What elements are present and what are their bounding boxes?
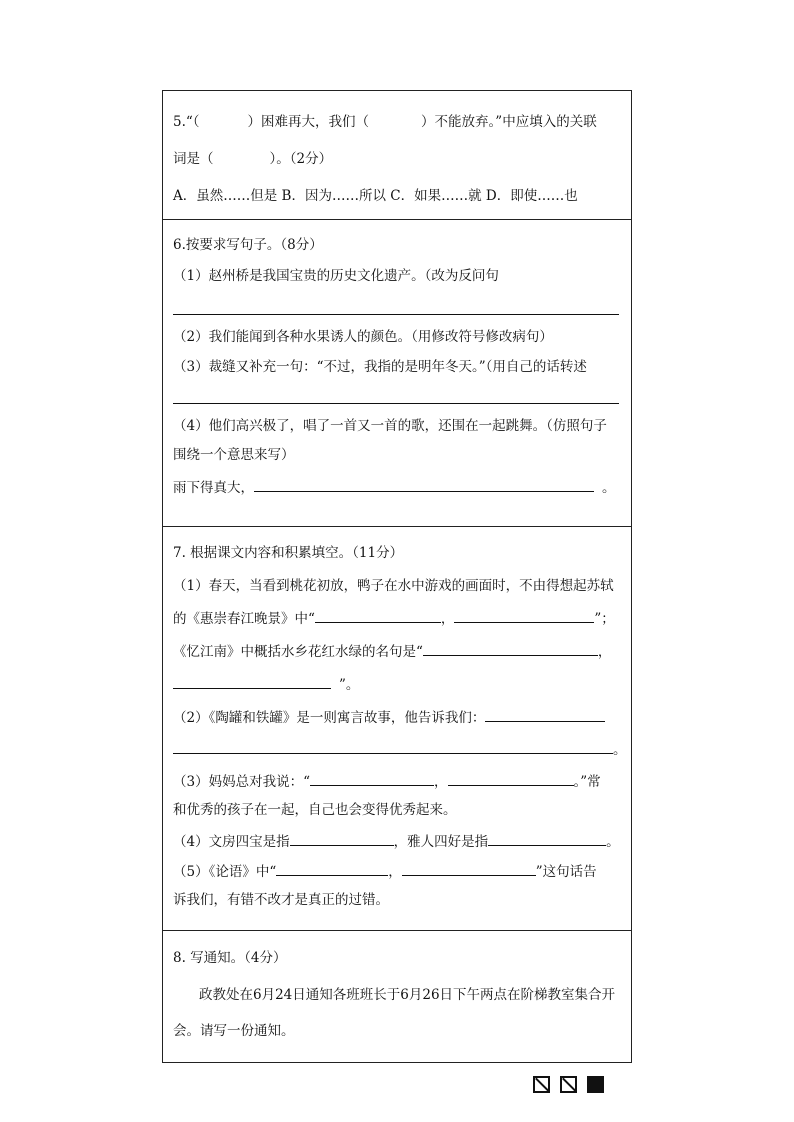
q7-item-1-line3 (173, 641, 611, 662)
q5-line2 (173, 149, 332, 169)
q7-item-4-suffix: 。 (606, 834, 620, 850)
q7-blank-5[interactable] (485, 707, 605, 722)
q7-item-5-mid: ， (388, 864, 402, 880)
solid-square-icon (587, 1076, 604, 1093)
q5-text-c: ）不能放弃。”中应填入的关联 (421, 114, 597, 130)
q7-item-2-text: （2）《陶罐和铁罐》是一则寓言故事，他告诉我们： (173, 710, 486, 726)
q7-item-1-prefix: 的《惠崇春江晚景》中“ (173, 611, 315, 627)
q7-blank-2[interactable] (454, 608, 594, 623)
q7-blank-8[interactable] (448, 771, 574, 786)
q7-item-3-line1 (173, 771, 601, 792)
q7-item-5-suffix: ”这句话告 (535, 864, 597, 880)
q7-blank-11[interactable] (276, 861, 388, 876)
q7-blank-3[interactable] (423, 641, 598, 656)
q8-title: 8. 写通知。（4分） (173, 950, 287, 966)
q7-item-3-mid: ， (434, 774, 448, 790)
question-5 (163, 91, 631, 220)
q7-item-3-prefix: （3）妈妈总对我说：“ (173, 774, 310, 790)
q7-item-4 (173, 831, 620, 852)
q6-item-4-prefix: 雨下得真大， (173, 480, 254, 496)
q7-blank-1[interactable] (315, 608, 441, 623)
q7-blank-6[interactable] (173, 739, 613, 754)
question-8 (163, 931, 631, 1062)
q7-item-5-prefix: （5）《论语》中“ (173, 864, 277, 880)
footer-marks (533, 1076, 604, 1093)
q5-text-e: ）。（2分） (269, 151, 333, 167)
q6-title: 6.按要求写句子。（8分） (173, 237, 323, 253)
q5-line1 (173, 112, 597, 132)
q6-item-4-suffix: 。 (602, 480, 616, 496)
q7-item-1-mid: ， (440, 611, 455, 627)
q6-item-3: （3）裁缝又补充一句：“不过，我指的是明年冬天。”（用自己的话转述 (173, 359, 587, 375)
q7-item-4-prefix: （4）文房四宝是指 (173, 834, 290, 850)
q7-item-1-line4-suffix: ”。 (339, 677, 360, 693)
q7-item-2-line2 (173, 739, 627, 760)
q8-body-line1: 政教处在6月24日通知各班班长于6月26日下午两点在阶梯教室集合开 (199, 987, 616, 1003)
slashed-square-icon (533, 1076, 550, 1093)
q7-item-2-suffix: 。 (613, 742, 627, 758)
q7-blank-4[interactable] (173, 674, 331, 689)
q7-item-1-line1: （1）春天，当看到桃花初放，鸭子在水中游戏的画面时，不由得想起苏轼 (173, 578, 614, 594)
q6-answer-line-3[interactable] (173, 403, 619, 404)
q6-item-4-line1: （4）他们高兴极了，唱了一首又一首的歌，还围在一起跳舞。（仿照句子 (173, 418, 607, 434)
q6-item-4-line2: 围绕一个意思来写） (173, 447, 295, 463)
exam-sheet (162, 90, 632, 1063)
q7-item-1-suffix: ”； (594, 611, 615, 627)
q7-item-2-line1 (173, 707, 605, 728)
q7-item-3-line2: 和优秀的孩子在一起，自己也会变得优秀起来。 (173, 802, 457, 818)
q6-item-4-line3 (173, 477, 616, 498)
q7-item-1-line3-prefix: 《忆江南》中概括水乡花红水绿的名句是“ (173, 644, 423, 660)
q6-item-2: （2）我们能闻到各种水果诱人的颜色。（用修改符号修改病句） (173, 329, 553, 345)
question-7 (163, 527, 631, 931)
q7-item-1-line3-suffix: ， (597, 644, 612, 660)
q7-item-3-suffix: 。”常 (573, 774, 601, 790)
q7-item-4-mid: ，雅人四好是指 (393, 834, 489, 850)
q7-item-5-line2: 诉我们，有错不改才是真正的过错。 (173, 892, 389, 908)
q5-text-b: ）困难再大，我们（ (247, 114, 370, 130)
q6-item-4-blank[interactable] (254, 477, 594, 492)
q7-item-5-line1 (173, 861, 597, 882)
q5-options: A．虽然……但是 B．因为……所以 C．如果……就 D．即使……也 (173, 188, 578, 204)
slashed-square-icon (560, 1076, 577, 1093)
q7-title: 7. 根据课文内容和积累填空。（11分） (173, 545, 404, 561)
q7-blank-12[interactable] (402, 861, 536, 876)
q5-text-d: 词是（ (173, 151, 214, 167)
q5-text-a: 5.“（ (173, 114, 200, 130)
q6-answer-line-1[interactable] (173, 314, 619, 315)
q8-body-line2: 会。请写一份通知。 (173, 1023, 295, 1039)
q6-item-1: （1）赵州桥是我国宝贵的历史文化遗产。（改为反问句 (173, 268, 499, 284)
question-6 (163, 220, 631, 527)
q7-blank-7[interactable] (310, 771, 434, 786)
q7-item-1-line4 (173, 674, 359, 695)
q7-item-1-line2 (173, 608, 615, 629)
q7-blank-10[interactable] (488, 831, 606, 846)
q7-blank-9[interactable] (290, 831, 394, 846)
